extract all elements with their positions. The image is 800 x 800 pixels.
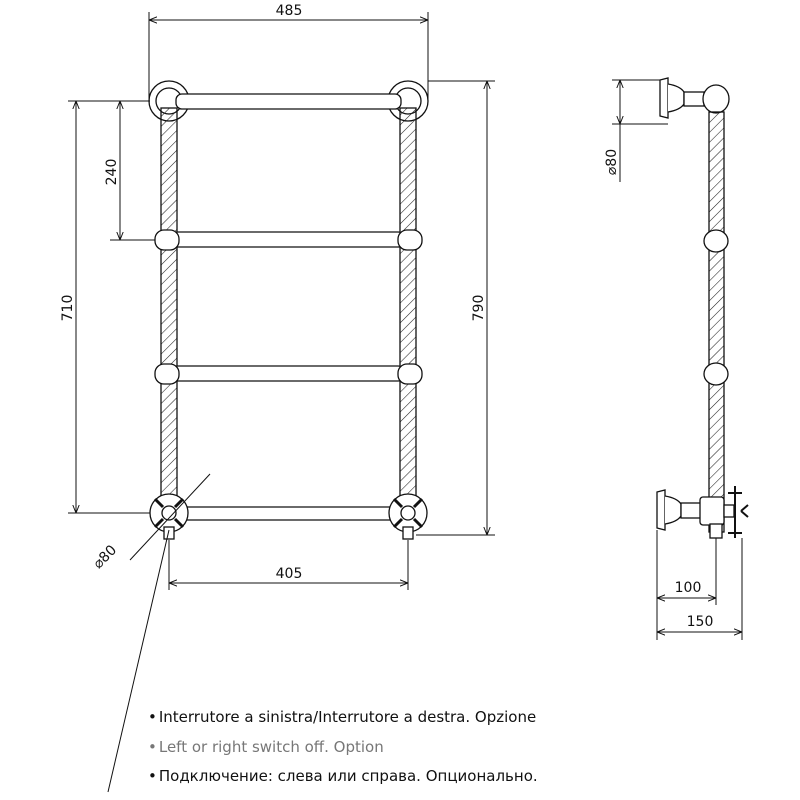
joint	[155, 364, 179, 384]
side-column	[709, 112, 724, 532]
front-dimensions	[68, 12, 495, 792]
note-text: Подключение: слева или справа. Опционально.	[158, 767, 538, 785]
side-joint	[704, 230, 728, 252]
joint	[398, 230, 422, 250]
side-view	[657, 78, 748, 538]
note-russian	[148, 767, 538, 785]
side-joint	[704, 363, 728, 385]
rail-top	[176, 94, 401, 109]
note-text: Left or right switch off. Option	[158, 738, 384, 756]
dim-710: 710	[60, 294, 76, 322]
dim-790: 790	[471, 294, 487, 322]
side-top-elbow	[703, 85, 729, 113]
rail-3	[172, 366, 404, 381]
dim-240: 240	[104, 158, 120, 186]
side-valve-handle-icon	[724, 486, 748, 538]
note-bullet: •	[148, 738, 157, 756]
left-column	[161, 108, 177, 528]
joint	[155, 230, 179, 250]
note-english	[148, 738, 384, 756]
dim-side-diameter: ⌀80	[604, 148, 620, 176]
dim-150: 150	[686, 614, 714, 630]
rail-bottom	[180, 507, 396, 520]
dim-100: 100	[674, 580, 702, 596]
note-italian	[148, 708, 536, 726]
dim-405: 405	[275, 566, 303, 582]
rail-2	[172, 232, 404, 247]
note-bullet: •	[148, 767, 157, 785]
note-text: Interrutore a sinistra/Interrutore a destra. Opzione	[158, 708, 537, 726]
right-column	[400, 108, 416, 528]
front-view	[149, 81, 428, 539]
dim-front-diameter: ⌀80	[90, 542, 121, 573]
dim-485: 485	[275, 3, 303, 19]
side-top-flange	[660, 78, 668, 118]
note-bullet: •	[148, 708, 157, 726]
joint	[398, 364, 422, 384]
side-bottom-flange	[657, 490, 665, 530]
